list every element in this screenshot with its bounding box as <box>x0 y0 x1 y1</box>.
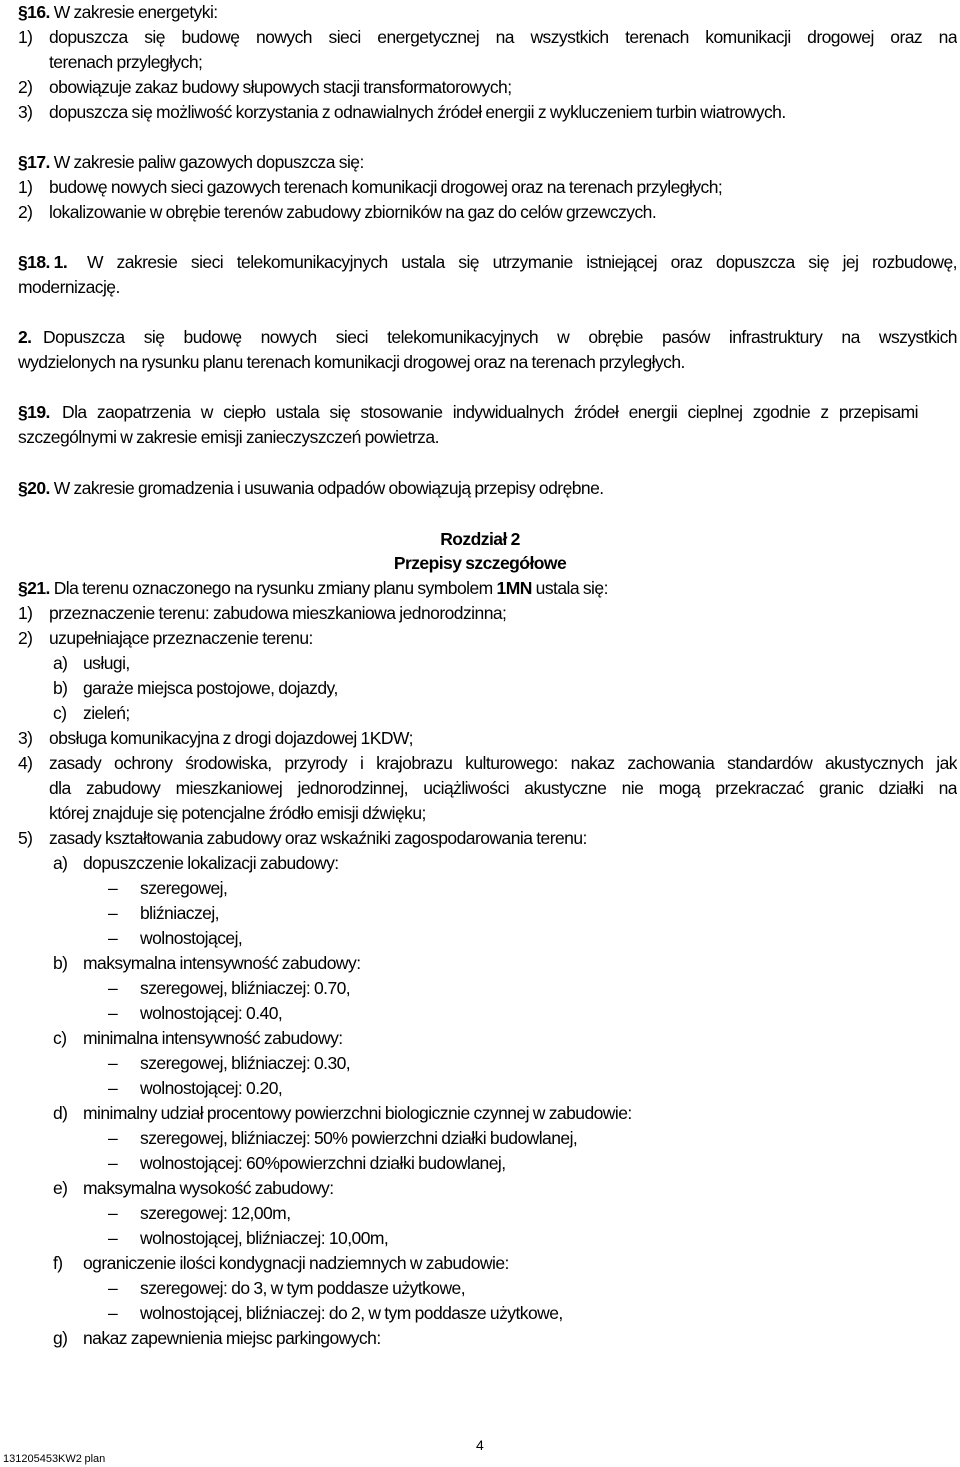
list-number: 1) <box>18 177 33 197</box>
list-number: 1) <box>18 27 33 47</box>
sub-letter: c) <box>53 703 67 723</box>
section-mark: 2. <box>18 327 32 347</box>
dash-item-text: szeregowej, bliźniaczej: 50% powierzchni działki budowlanej, <box>140 1128 578 1148</box>
sub-letter: a) <box>53 853 68 873</box>
dash-item-text: wolnostojącej: 0.20, <box>140 1078 283 1098</box>
sub-letter: c) <box>53 1028 67 1048</box>
dash-bullet: – <box>108 878 118 898</box>
list-number: 1) <box>18 603 33 623</box>
sub-item-text: usługi, <box>83 653 130 673</box>
chapter-title: Rozdział 2 <box>440 529 520 549</box>
dash-bullet: – <box>108 1078 118 1098</box>
dash-item-text: szeregowej: do 3, w tym poddasze użytkowe, <box>140 1278 466 1298</box>
dash-bullet: – <box>108 1278 118 1298</box>
dash-bullet: – <box>108 1128 118 1148</box>
dash-bullet: – <box>108 978 118 998</box>
dash-bullet: – <box>108 1228 118 1248</box>
section-text: Dla terenu oznaczonego na rysunku zmiany planu symbolem <box>53 578 493 598</box>
list-item-text: uzupełniające przeznaczenie terenu: <box>49 628 313 648</box>
list-item-text: dopuszcza się możliwość korzystania z odnawialnych źródeł energii z wykluczeniem turbin wiatrowych. <box>49 102 786 122</box>
section-mark: §18. 1. <box>18 252 68 272</box>
paragraph-21-heading <box>18 576 608 601</box>
list-item-text: lokalizowanie w obrębie terenów zabudowy zbiorników na gaz do celów grzewczych. <box>49 202 657 222</box>
list-item-text: dla zabudowy mieszkaniowej jednorodzinnej, uciążliwości akustyczne nie mogą przekraczać granic działki na <box>49 778 957 798</box>
list-item-text: dopuszcza się budowę nowych sieci energetycznej na wszystkich terenach komunikacji drogowej oraz na <box>49 27 957 47</box>
list-item-text: zasady ochrony środowiska, przyrody i krajobrazu kulturowego: nakaz zachowania standardów akustycznych jak <box>49 753 957 773</box>
dash-item-text: szeregowej, <box>140 878 228 898</box>
sub-item-text: maksymalna wysokość zabudowy: <box>83 1178 334 1198</box>
sub-letter: e) <box>53 1178 68 1198</box>
paragraph-16-heading <box>18 0 218 25</box>
list-item-text: przeznaczenie terenu: zabudowa mieszkaniowa jednorodzinna; <box>49 603 507 623</box>
list-item-text: obsługa komunikacyjna z drogi dojazdowej 1KDW; <box>49 728 413 748</box>
list-item-text: terenach przyległych; <box>49 52 203 72</box>
dash-bullet: – <box>108 903 118 923</box>
section-mark: §21. <box>18 578 50 598</box>
dash-bullet: – <box>108 1203 118 1223</box>
list-number: 3) <box>18 728 33 748</box>
dash-item-text: szeregowej, bliźniaczej: 0.70, <box>140 978 351 998</box>
dash-item-text: szeregowej, bliźniaczej: 0.30, <box>140 1053 351 1073</box>
dash-bullet: – <box>108 928 118 948</box>
sub-letter: g) <box>53 1328 68 1348</box>
paragraph-text: Dopuszcza się budowę nowych sieci telekomunikacyjnych w obrębie pasów infrastruktury na wszystkich <box>43 327 957 347</box>
list-number: 2) <box>18 77 33 97</box>
paragraph-text: szczególnymi w zakresie emisji zanieczyszczeń powietrza. <box>18 427 439 447</box>
sub-item-text: minimalna intensywność zabudowy: <box>83 1028 343 1048</box>
dash-item-text: wolnostojącej, <box>140 928 243 948</box>
dash-item-text: wolnostojącej, bliźniaczej: do 2, w tym poddasze użytkowe, <box>140 1303 563 1323</box>
sub-letter: b) <box>53 953 68 973</box>
section-text: W zakresie energetyki: <box>53 2 218 22</box>
sub-item-text: nakaz zapewnienia miejsc parkingowych: <box>83 1328 381 1348</box>
section-mark: §17. <box>18 152 50 172</box>
dash-item-text: szeregowej: 12,00m, <box>140 1203 291 1223</box>
dash-bullet: – <box>108 1053 118 1073</box>
section-mark: §19. <box>18 402 50 422</box>
list-number: 5) <box>18 828 33 848</box>
list-number: 4) <box>18 753 33 773</box>
dash-item-text: wolnostojącej: 0.40, <box>140 1003 283 1023</box>
section-mark: §20. <box>18 478 50 498</box>
paragraph-17-heading <box>18 150 364 175</box>
sub-item-text: minimalny udział procentowy powierzchni biologicznie czynnej w zabudowie: <box>83 1103 632 1123</box>
list-number: 2) <box>18 202 33 222</box>
paragraph-20 <box>18 476 604 501</box>
sub-item-text: zieleń; <box>83 703 130 723</box>
list-item-text: której znajduje się potencjalne źródło emisji dźwięku; <box>49 803 426 823</box>
section-text: W zakresie paliw gazowych dopuszcza się: <box>53 152 364 172</box>
paragraph-text: W zakresie gromadzenia i usuwania odpadów obowiązują przepisy odrębne. <box>53 478 604 498</box>
footer-document-code: 131205453KW2 plan <box>3 1453 106 1465</box>
paragraph-text: Dla zaopatrzenia w ciepło ustala się stosowanie indywidualnych źródeł energii cieplnej zgodnie z przepisami <box>62 402 918 422</box>
dash-item-text: wolnostojącej: 60%powierzchni działki budowlanej, <box>140 1153 506 1173</box>
sub-item-text: maksymalna intensywność zabudowy: <box>83 953 361 973</box>
sub-letter: a) <box>53 653 68 673</box>
sub-item-text: dopuszczenie lokalizacji zabudowy: <box>83 853 339 873</box>
chapter-subtitle: Przepisy szczegółowe <box>393 553 567 573</box>
list-number: 3) <box>18 102 33 122</box>
page-number: 4 <box>476 1437 484 1453</box>
list-item-text: budowę nowych sieci gazowych terenach komunikacji drogowej oraz na terenach przyległych; <box>49 177 723 197</box>
sub-item-text: garaże miejsca postojowe, dojazdy, <box>83 678 338 698</box>
list-number: 2) <box>18 628 33 648</box>
dash-bullet: – <box>108 1303 118 1323</box>
section-text: ustala się: <box>535 578 608 598</box>
section-mark: §16. <box>18 2 50 22</box>
list-item-text: zasady kształtowania zabudowy oraz wskaźniki zagospodarowania terenu: <box>49 828 587 848</box>
paragraph-text: W zakresie sieci telekomunikacyjnych ustala się utrzymanie istniejącej oraz dopuszcza się jej rozbudowę, <box>87 252 957 272</box>
dash-bullet: – <box>108 1003 118 1023</box>
sub-letter: b) <box>53 678 68 698</box>
dash-bullet: – <box>108 1153 118 1173</box>
paragraph-text: modernizację. <box>18 277 120 297</box>
sub-letter: f) <box>53 1253 63 1273</box>
zone-symbol: 1MN <box>496 578 532 598</box>
list-item-text: obowiązuje zakaz budowy słupowych stacji transformatorowych; <box>49 77 512 97</box>
sub-item-text: ograniczenie ilości kondygnacji nadziemnych w zabudowie: <box>83 1253 509 1273</box>
paragraph-text: wydzielonych na rysunku planu terenach komunikacji drogowej oraz na terenach przyległych. <box>18 352 685 372</box>
dash-item-text: bliźniaczej, <box>140 903 219 923</box>
sub-letter: d) <box>53 1103 68 1123</box>
dash-item-text: wolnostojącej, bliźniaczej: 10,00m, <box>140 1228 389 1248</box>
